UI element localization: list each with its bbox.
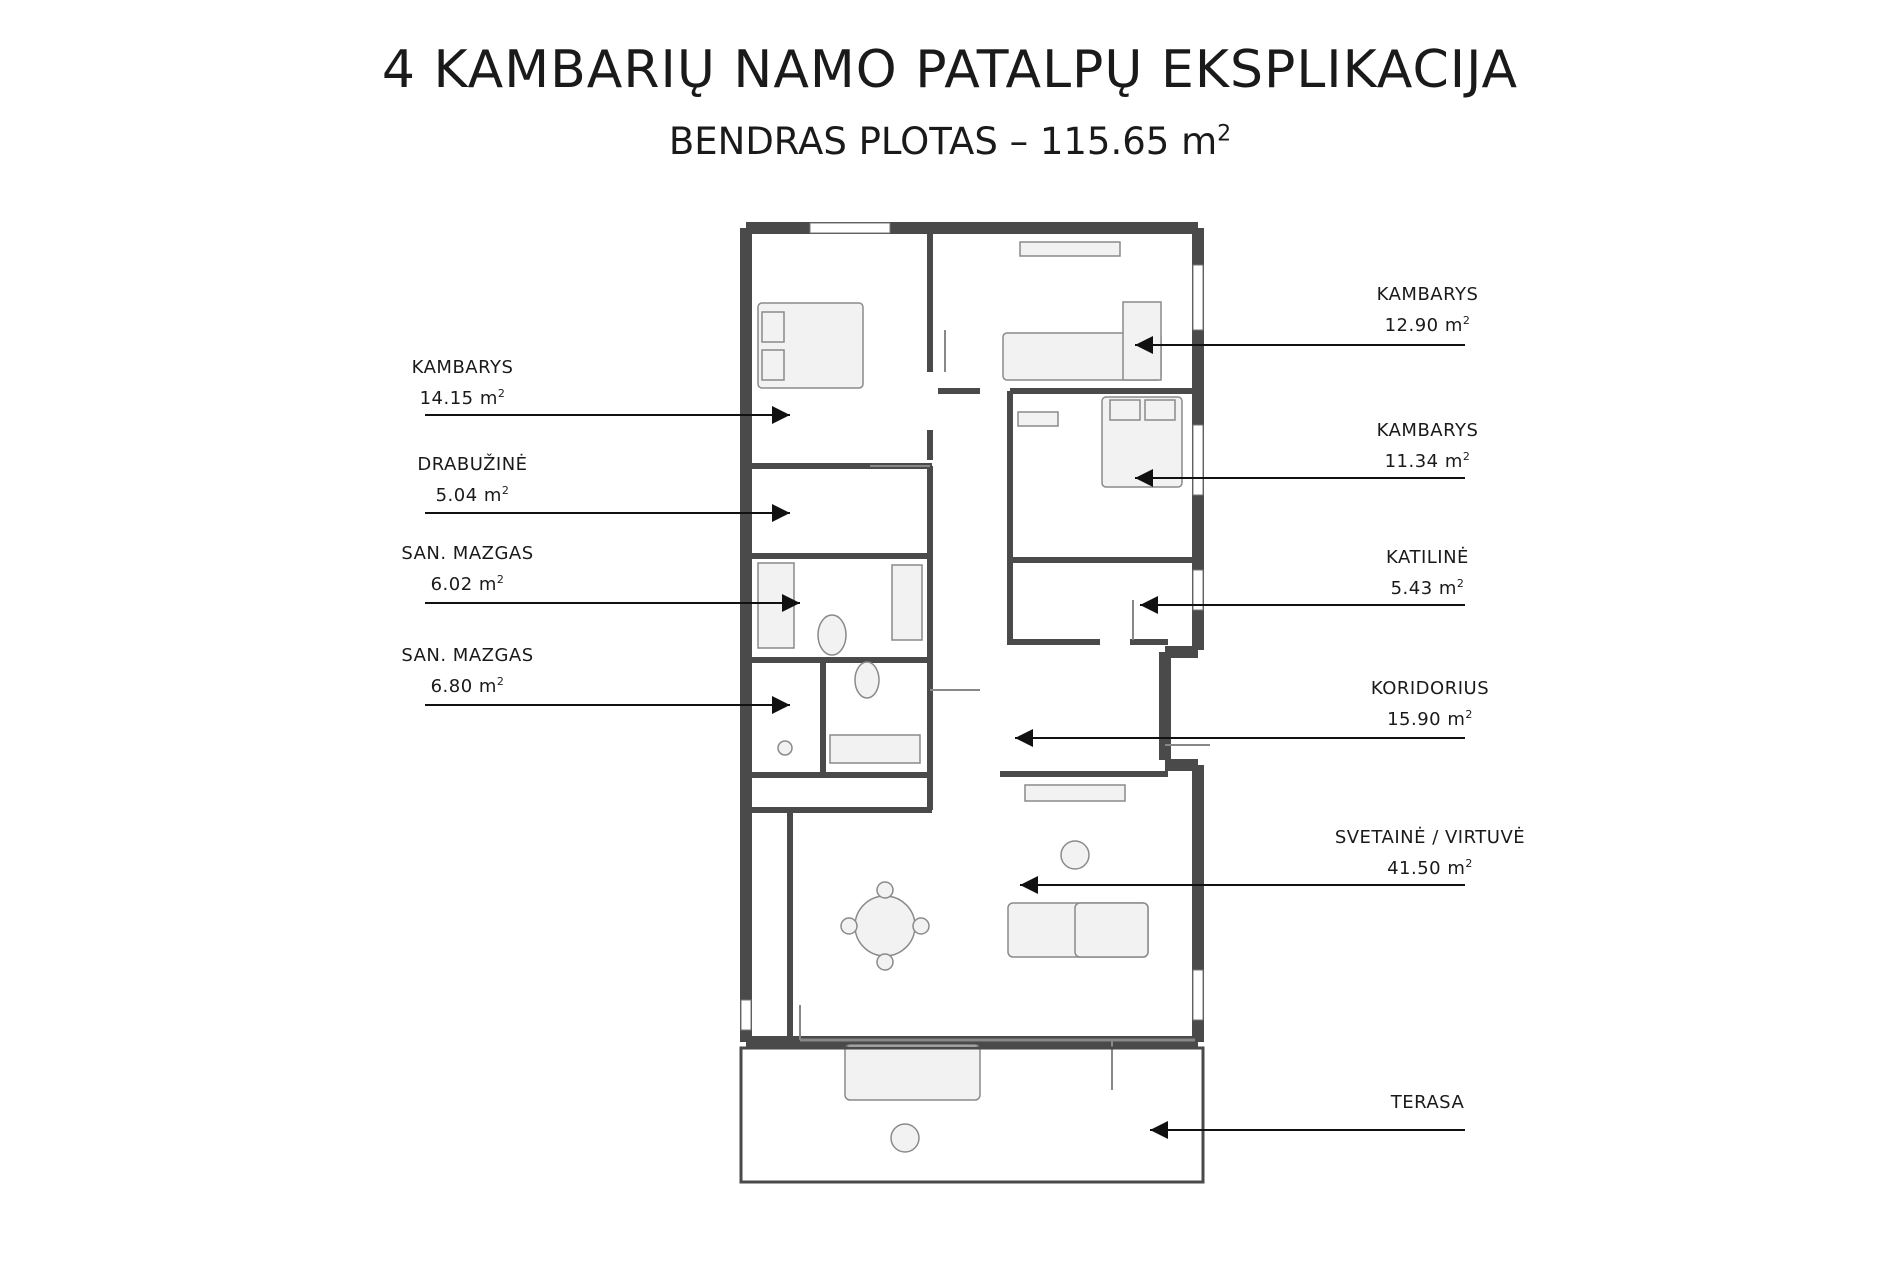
side-table [1061,841,1089,869]
room-area: 5.04 $m^2$ [435,484,510,506]
room-area: 15.90 $m^2$ [1387,708,1473,730]
terrace-table [891,1124,919,1152]
label-kambarys-12 [1345,282,1510,339]
room-name: TERASA [1390,1092,1465,1113]
room-area: 11.34 $m^2$ [1384,450,1471,472]
label-koridorius [1345,676,1515,733]
label-svetaine-virtuve [1310,825,1550,882]
room-name: KAMBARYS [1376,284,1479,305]
label-terasa [1345,1090,1510,1116]
room-area: 12.90 $m^2$ [1384,314,1471,336]
label-san-mazgas-1 [385,541,550,598]
room-name: SAN. MAZGAS [401,543,534,564]
room-area: 6.02 $m^2$ [430,573,505,595]
label-kambarys-14 [385,355,540,412]
total-area-text: BENDRAS PLOTAS – 115.65 m [668,120,1218,163]
dining-table [855,896,915,956]
label-katiline [1345,545,1510,602]
room-name: KATILINĖ [1386,547,1469,568]
room-name: SAN. MAZGAS [401,645,534,666]
toilet-bottom [855,662,879,698]
room-area: 5.43 $m^2$ [1390,577,1465,599]
kitchen-counter [1025,785,1125,801]
room-name: KORIDORIUS [1370,678,1490,699]
label-drabuzine [395,452,550,509]
room-area: 14.15 $m^2$ [419,387,506,409]
page-title: 4 KAMBARIŲ NAMO PATALPŲ EKSPLIKACIJA [381,40,1519,100]
room-name: KAMBARYS [411,357,514,378]
toilet-top [818,615,846,655]
label-kambarys-11 [1345,418,1510,475]
terrace-sofa [845,1045,980,1100]
label-san-mazgas-2 [385,643,550,700]
room-name: SVETAINĖ / VIRTUVĖ [1334,827,1526,848]
leader-lines [425,345,1465,1130]
room-area: 6.80 $m^2$ [430,675,505,697]
room-area: 41.50 $m^2$ [1387,857,1473,879]
total-area-unit-sup: 2 [1217,121,1232,147]
vanity [892,565,922,640]
shower [758,563,794,648]
room-name: KAMBARYS [1376,420,1479,441]
room-name: DRABUŽINĖ [417,454,528,475]
bathtub-vanity [830,735,920,763]
